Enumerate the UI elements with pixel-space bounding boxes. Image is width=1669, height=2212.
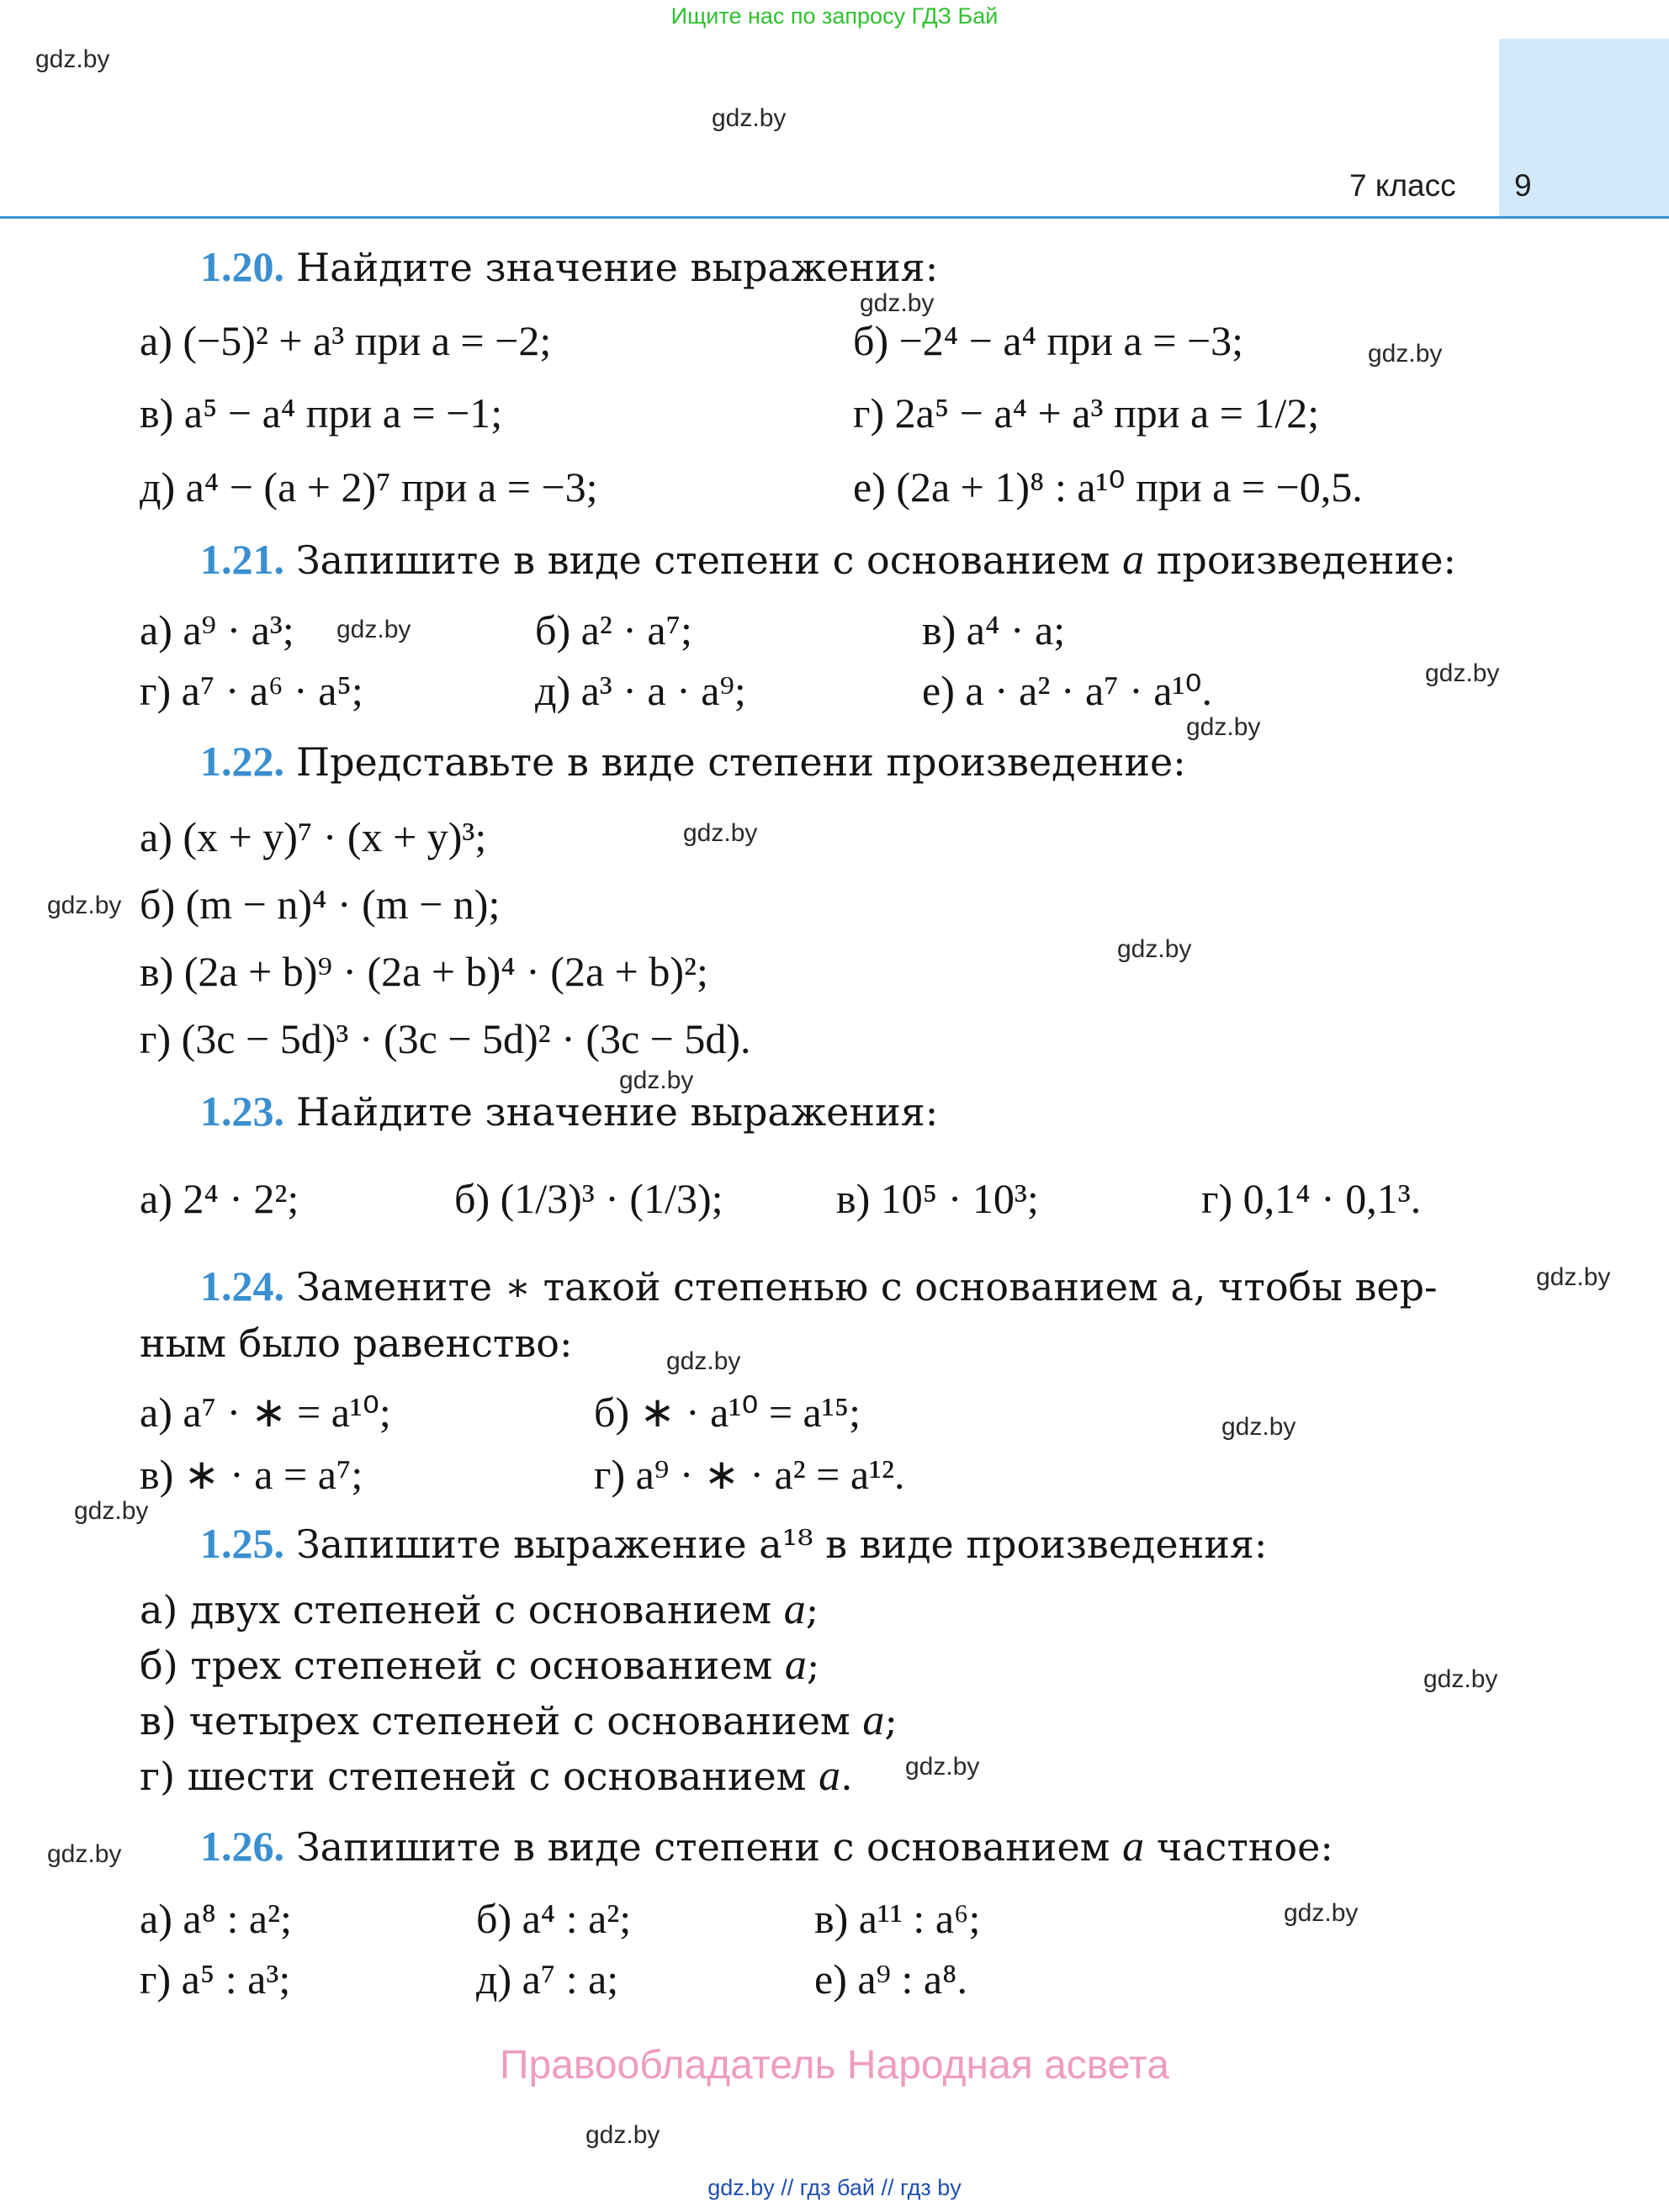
problem-1-25-item-a: а) двух степеней с основанием a; [140,1585,819,1633]
grade-label: 7 класс [1349,168,1456,203]
watermark: gdz.by [1536,1263,1611,1291]
watermark: gdz.by [585,2121,660,2149]
watermark: gdz.by [619,1066,694,1094]
copyright-holder: Правообладатель Народная асвета [500,2043,1169,2088]
top-search-note: Ищите нас по запросу ГДЗ Бай [670,3,999,29]
problem-1-23-item-a: а) 2⁴ · 2²; [140,1175,299,1222]
base-variable: a [1122,1823,1145,1871]
watermark: gdz.by [860,289,935,317]
watermark: gdz.by [1284,1899,1359,1927]
problem-number: 1.20. [200,243,284,290]
problem-title: Запишите выражение a¹⁸ в виде произведения: [296,1521,1268,1567]
watermark: gdz.by [74,1497,149,1525]
problem-1-26-item-d: г) a⁵ : a³; [140,1955,291,2003]
watermark: gdz.by [1221,1413,1296,1441]
item-text: в) четырех степеней с основанием [140,1698,850,1744]
problem-1-23-item-b: б) (1/3)³ · (1/3); [454,1175,723,1222]
problem-1-24-title-continued: ным было равенство: [140,1320,573,1366]
problem-title: Запишите в виде степени с основанием [296,537,1110,583]
problem-number: 1.21. [200,536,284,583]
problem-1-21-item-b: б) a² · a⁷; [535,606,692,654]
problem-1-20-heading [200,242,938,291]
footer-links[interactable]: gdz.by // гдз бай // гдз by [707,2175,962,2200]
problem-1-24-item-a: а) a⁷ · ∗ = a¹⁰; [140,1389,391,1436]
base-variable: a [783,1585,806,1633]
problem-1-26-item-e: д) a⁷ : a; [476,1955,619,2003]
problem-1-25-item-c: в) четырех степеней с основанием a; [140,1696,898,1744]
problem-1-20-item-b: б) −2⁴ − a⁴ при a = −3; [853,317,1244,364]
watermark: gdz.by [1186,713,1261,741]
problem-1-25-heading [200,1519,1267,1568]
problem-1-26-item-f: е) a⁹ : a⁸. [814,1955,967,2003]
item-text: г) шести степеней с основанием [140,1754,807,1799]
problem-1-24-item-b: б) ∗ · a¹⁰ = a¹⁵; [594,1389,861,1436]
problem-1-26-heading [200,1822,1333,1871]
problem-1-21-item-d: г) a⁷ · a⁶ · a⁵; [140,667,363,714]
watermark: gdz.by [1368,340,1443,368]
problem-1-24-item-c: в) ∗ · a = a⁷; [140,1451,363,1498]
watermark: gdz.by [905,1753,980,1781]
problem-1-21-item-e: д) a³ · a · a⁹; [535,667,746,714]
problem-1-22-item-b: б) (m − n)⁴ · (m − n); [140,881,501,928]
problem-number: 1.26. [200,1823,284,1870]
problem-title: Найдите значение выражения: [296,1089,939,1135]
problem-number: 1.25. [200,1520,284,1567]
problem-1-25-item-d: г) шести степеней с основанием a. [140,1752,853,1800]
watermark: gdz.by [336,616,411,643]
watermark: gdz.by [666,1347,741,1375]
problem-title: Найдите значение выражения: [296,245,939,290]
watermark: gdz.by [1425,659,1500,687]
watermark: gdz.by [1117,935,1192,963]
problem-title-end: частное: [1156,1824,1333,1870]
problem-title-end: произведение: [1156,537,1456,583]
problem-1-21-item-c: в) a⁴ · a; [922,606,1066,654]
problem-title: Представьте в виде степени произведение: [296,739,1186,785]
problem-1-20-item-d: г) 2a⁵ − a⁴ + a³ при a = 1/2; [853,389,1320,437]
watermark: gdz.by [1423,1665,1498,1693]
problem-title: Запишите в виде степени с основанием [296,1824,1110,1870]
base-variable: a [819,1752,841,1800]
problem-1-23-item-c: в) 10⁵ · 10³; [836,1175,1039,1222]
problem-number: 1.23. [200,1087,284,1135]
watermark: gdz.by [712,104,787,132]
problem-number: 1.22. [200,738,284,785]
watermark: gdz.by [683,819,758,847]
problem-title: Замените ∗ такой степенью с основанием a, чтобы вер- [296,1264,1438,1310]
problem-1-25-item-b: б) трех степеней с основанием a; [140,1641,820,1689]
problem-1-20-item-e: д) a⁴ − (a + 2)⁷ при a = −3; [140,463,598,511]
problem-1-21-item-f: е) a · a² · a⁷ · a¹⁰. [922,667,1213,714]
problem-1-22-heading [200,737,1186,786]
base-variable: a [862,1696,885,1744]
problem-1-26-item-b: б) a⁴ : a²; [476,1895,632,1942]
problem-1-26-item-c: в) a¹¹ : a⁶; [814,1895,981,1942]
problem-1-22-item-d: г) (3c − 5d)³ · (3c − 5d)² · (3c − 5d). [140,1015,751,1062]
base-variable: a [784,1641,807,1689]
problem-1-24-item-d: г) a⁹ · ∗ · a² = a¹². [594,1451,905,1498]
problem-number: 1.24. [200,1262,284,1310]
base-variable: a [1122,536,1145,584]
watermark: gdz.by [35,45,110,73]
header-rule [0,216,1669,219]
problem-1-22-item-c: в) (2a + b)⁹ · (2a + b)⁴ · (2a + b)²; [140,948,708,995]
item-text: б) трех степеней с основанием [140,1643,773,1688]
problem-1-20-item-f: е) (2a + 1)⁸ : a¹⁰ при a = −0,5. [853,463,1363,511]
problem-1-21-heading [200,535,1456,585]
problem-1-22-item-a: а) (x + y)⁷ · (x + y)³; [140,813,487,860]
problem-1-24-heading [200,1262,1438,1310]
problem-1-21-item-a: а) a⁹ · a³; [140,606,294,654]
item-text: а) двух степеней с основанием [140,1587,772,1633]
watermark: gdz.by [47,1840,122,1868]
page-number: 9 [1514,168,1532,203]
problem-1-23-heading [200,1087,938,1135]
problem-1-20-item-a: а) (−5)² + a³ при a = −2; [140,317,552,364]
watermark: gdz.by [47,892,122,919]
problem-1-23-item-d: г) 0,1⁴ · 0,1³. [1201,1175,1422,1222]
problem-1-26-item-a: а) a⁸ : a²; [140,1895,292,1942]
problem-1-20-item-c: в) a⁵ − a⁴ при a = −1; [140,389,503,437]
